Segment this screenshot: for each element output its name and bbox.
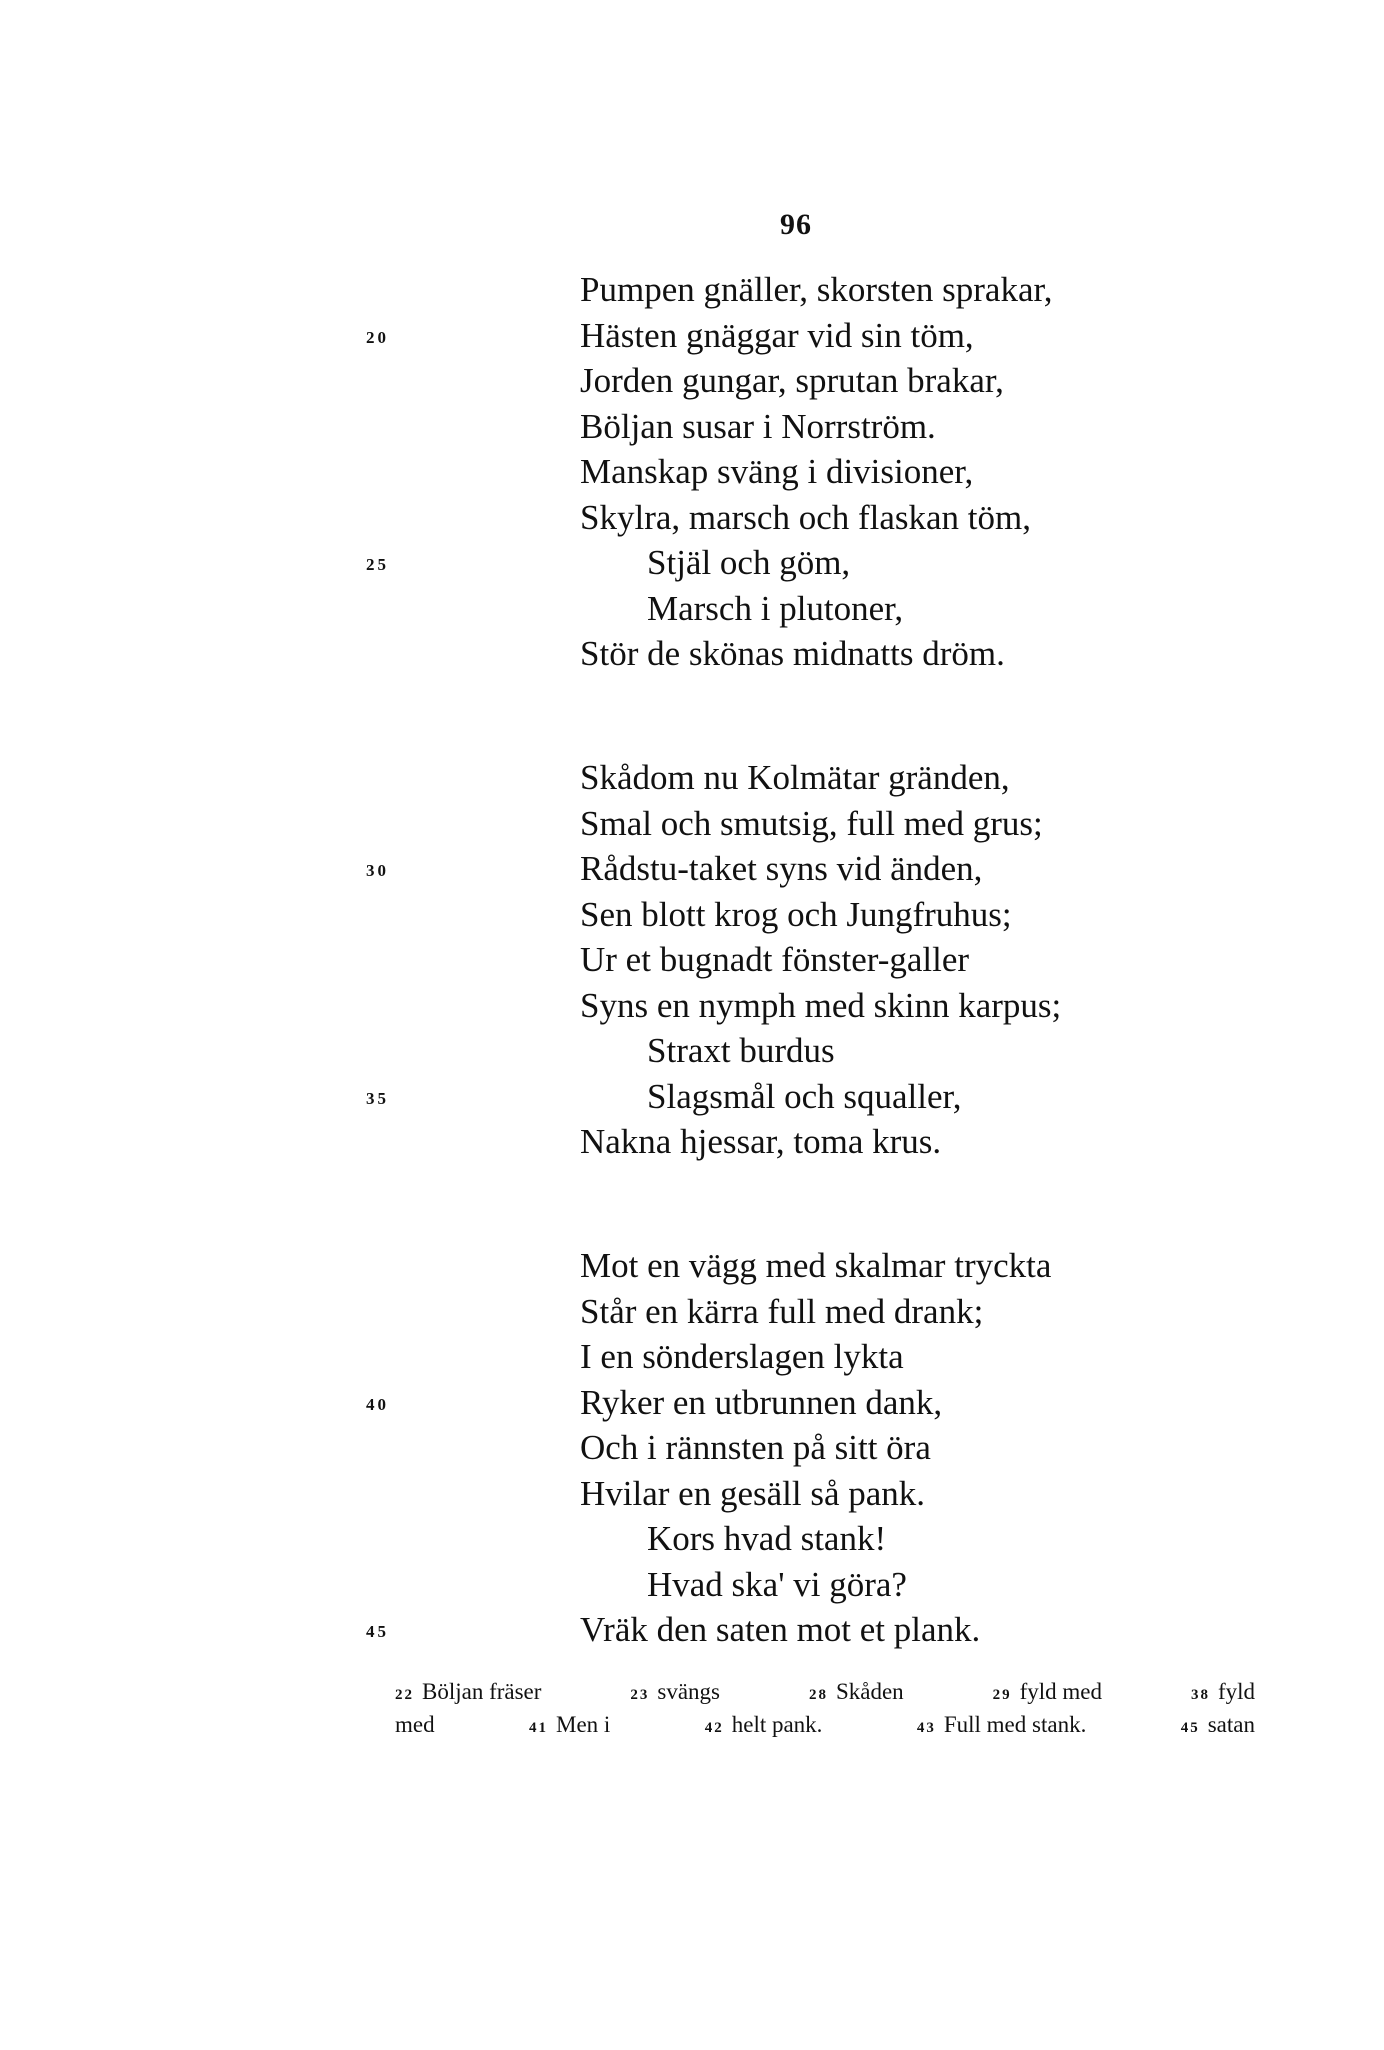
- line-number: 20: [366, 327, 389, 347]
- poem-line-text: Syns en nymph med skinn karpus;: [580, 985, 1062, 1025]
- poem-line: [366, 313, 1053, 359]
- poem-line-text: I en sönderslagen lykta: [580, 1337, 904, 1376]
- poem-line-text: Nakna hjessar, toma krus.: [580, 1122, 942, 1161]
- line-number: 45: [366, 1622, 389, 1641]
- footnote-text: Skåden: [835, 1679, 904, 1704]
- poem-line: [580, 1425, 1051, 1471]
- stanza-1: [366, 267, 1053, 677]
- poem-line-text: Vräk den saten mot et plank.: [580, 1610, 981, 1649]
- footnote: [1181, 1710, 1255, 1743]
- poem-line: [580, 449, 1053, 495]
- poem-line-text: Skylra, marsch och flaskan töm,: [580, 497, 1032, 537]
- footnote-row: [395, 1710, 1255, 1743]
- poem-line: [580, 1028, 1061, 1074]
- poem-line-text: Manskap sväng i divisioner,: [580, 452, 974, 491]
- poem-line: [580, 983, 1061, 1029]
- line-number: 30: [366, 861, 389, 880]
- poem-line-text: Pumpen gnäller, skorsten sprakar,: [580, 270, 1053, 309]
- poem-line: [580, 586, 1053, 632]
- poem-line-text: Ur et bugnadt fönster-galler: [580, 940, 970, 979]
- poem-line-text: Stjäl och göm,: [647, 543, 851, 582]
- poem-line: [366, 540, 1053, 586]
- footnote-number: 29: [992, 1687, 1012, 1703]
- poem-line-text: Jorden gungar, sprutan brakar,: [580, 361, 1004, 400]
- poem-line: [580, 495, 1053, 541]
- footnote-text: svängs: [657, 1679, 720, 1704]
- footnote-number: 38: [1190, 1687, 1210, 1703]
- poem-line: [366, 1074, 1061, 1120]
- poem-line: [580, 267, 1053, 313]
- poem-line-text: Rådstu-taket syns vid änden,: [580, 849, 983, 888]
- footnote-text: Men i: [556, 1712, 611, 1737]
- poem-line: [580, 1516, 1051, 1562]
- footnote: [705, 1710, 823, 1743]
- poem-line: [580, 1471, 1051, 1517]
- footnote-text: Böljan fräser: [422, 1679, 542, 1704]
- poem-line: [580, 358, 1053, 404]
- poem-line: [580, 1243, 1051, 1289]
- footnote-number: 45: [1180, 1720, 1200, 1736]
- footnote-number: 23: [630, 1687, 650, 1703]
- poem-line: [580, 631, 1053, 677]
- footnote-text: Full med stank.: [943, 1712, 1087, 1737]
- line-number: 25: [366, 555, 389, 574]
- footnotes: [395, 1677, 1255, 1743]
- poem-line-text: Mot en vägg med skalmar tryckta: [580, 1246, 1052, 1285]
- poem-line-text: Böljan susar i Norrström.: [580, 406, 936, 446]
- poem-line: [580, 1562, 1051, 1608]
- page-number-text: 96: [780, 208, 812, 241]
- poem-line-text: Straxt burdus: [647, 1031, 835, 1070]
- poem-line-text: Sen blott krog och Jungfruhus;: [580, 894, 1012, 934]
- poem-line: [580, 404, 1053, 450]
- poem-line-text: Kors hvad stank!: [647, 1519, 887, 1558]
- poem-line-text: Slagsmål och squaller,: [647, 1076, 962, 1116]
- page-number: [0, 208, 1384, 242]
- footnote: [395, 1677, 541, 1710]
- poem-line: [580, 1289, 1051, 1335]
- stanza-3: [366, 1243, 1052, 1653]
- footnote: [917, 1710, 1086, 1743]
- poem-line: [580, 937, 1061, 983]
- footnote: [1191, 1677, 1255, 1710]
- footnote-continuation: med: [395, 1712, 435, 1737]
- footnote-text: fyld: [1217, 1679, 1255, 1704]
- poem-line-text: Och i rännsten på sitt öra: [580, 1428, 931, 1467]
- poem-line: [580, 755, 1061, 801]
- footnote-number: 42: [704, 1720, 724, 1736]
- line-number: 40: [366, 1394, 389, 1414]
- poem-line-text: Skådom nu Kolmätar gränden,: [580, 758, 1010, 797]
- stanza-2: [366, 755, 1062, 1165]
- footnote-number: 41: [529, 1720, 549, 1736]
- poem-line: [580, 801, 1061, 847]
- poem-line-text: Stör de skönas midnatts dröm.: [580, 634, 1005, 673]
- footnote-text: satan: [1207, 1712, 1255, 1737]
- poem-line: [580, 1334, 1051, 1380]
- footnote-text: helt pank.: [731, 1712, 823, 1737]
- footnote-text: fyld med: [1019, 1679, 1102, 1704]
- footnote: [809, 1677, 904, 1710]
- poem-line: [366, 1607, 1051, 1653]
- footnote-number: 22: [395, 1687, 414, 1703]
- poem-line: [366, 846, 1061, 892]
- line-number: 35: [366, 1088, 389, 1108]
- poem-line-text: Hvilar en gesäll så pank.: [580, 1473, 926, 1513]
- poem-line-text: Smal och smutsig, full med grus;: [580, 803, 1043, 843]
- poem-line: [580, 892, 1061, 938]
- poem-line-text: Hvad ska' vi göra?: [647, 1564, 907, 1604]
- footnote: [529, 1710, 610, 1743]
- poem-line-text: Marsch i plutoner,: [647, 588, 904, 628]
- poem-line-text: Hästen gnäggar vid sin töm,: [580, 315, 974, 355]
- footnote-number: 28: [808, 1687, 828, 1703]
- poem-line-text: Ryker en utbrunnen dank,: [580, 1382, 943, 1422]
- footnote-row: [395, 1677, 1255, 1710]
- footnote: [630, 1677, 720, 1710]
- poem-line-text: Står en kärra full med drank;: [580, 1291, 984, 1331]
- footnote: [993, 1677, 1102, 1710]
- footnote-number: 43: [916, 1720, 936, 1736]
- poem-line: [580, 1119, 1061, 1165]
- poem-line: [366, 1380, 1051, 1426]
